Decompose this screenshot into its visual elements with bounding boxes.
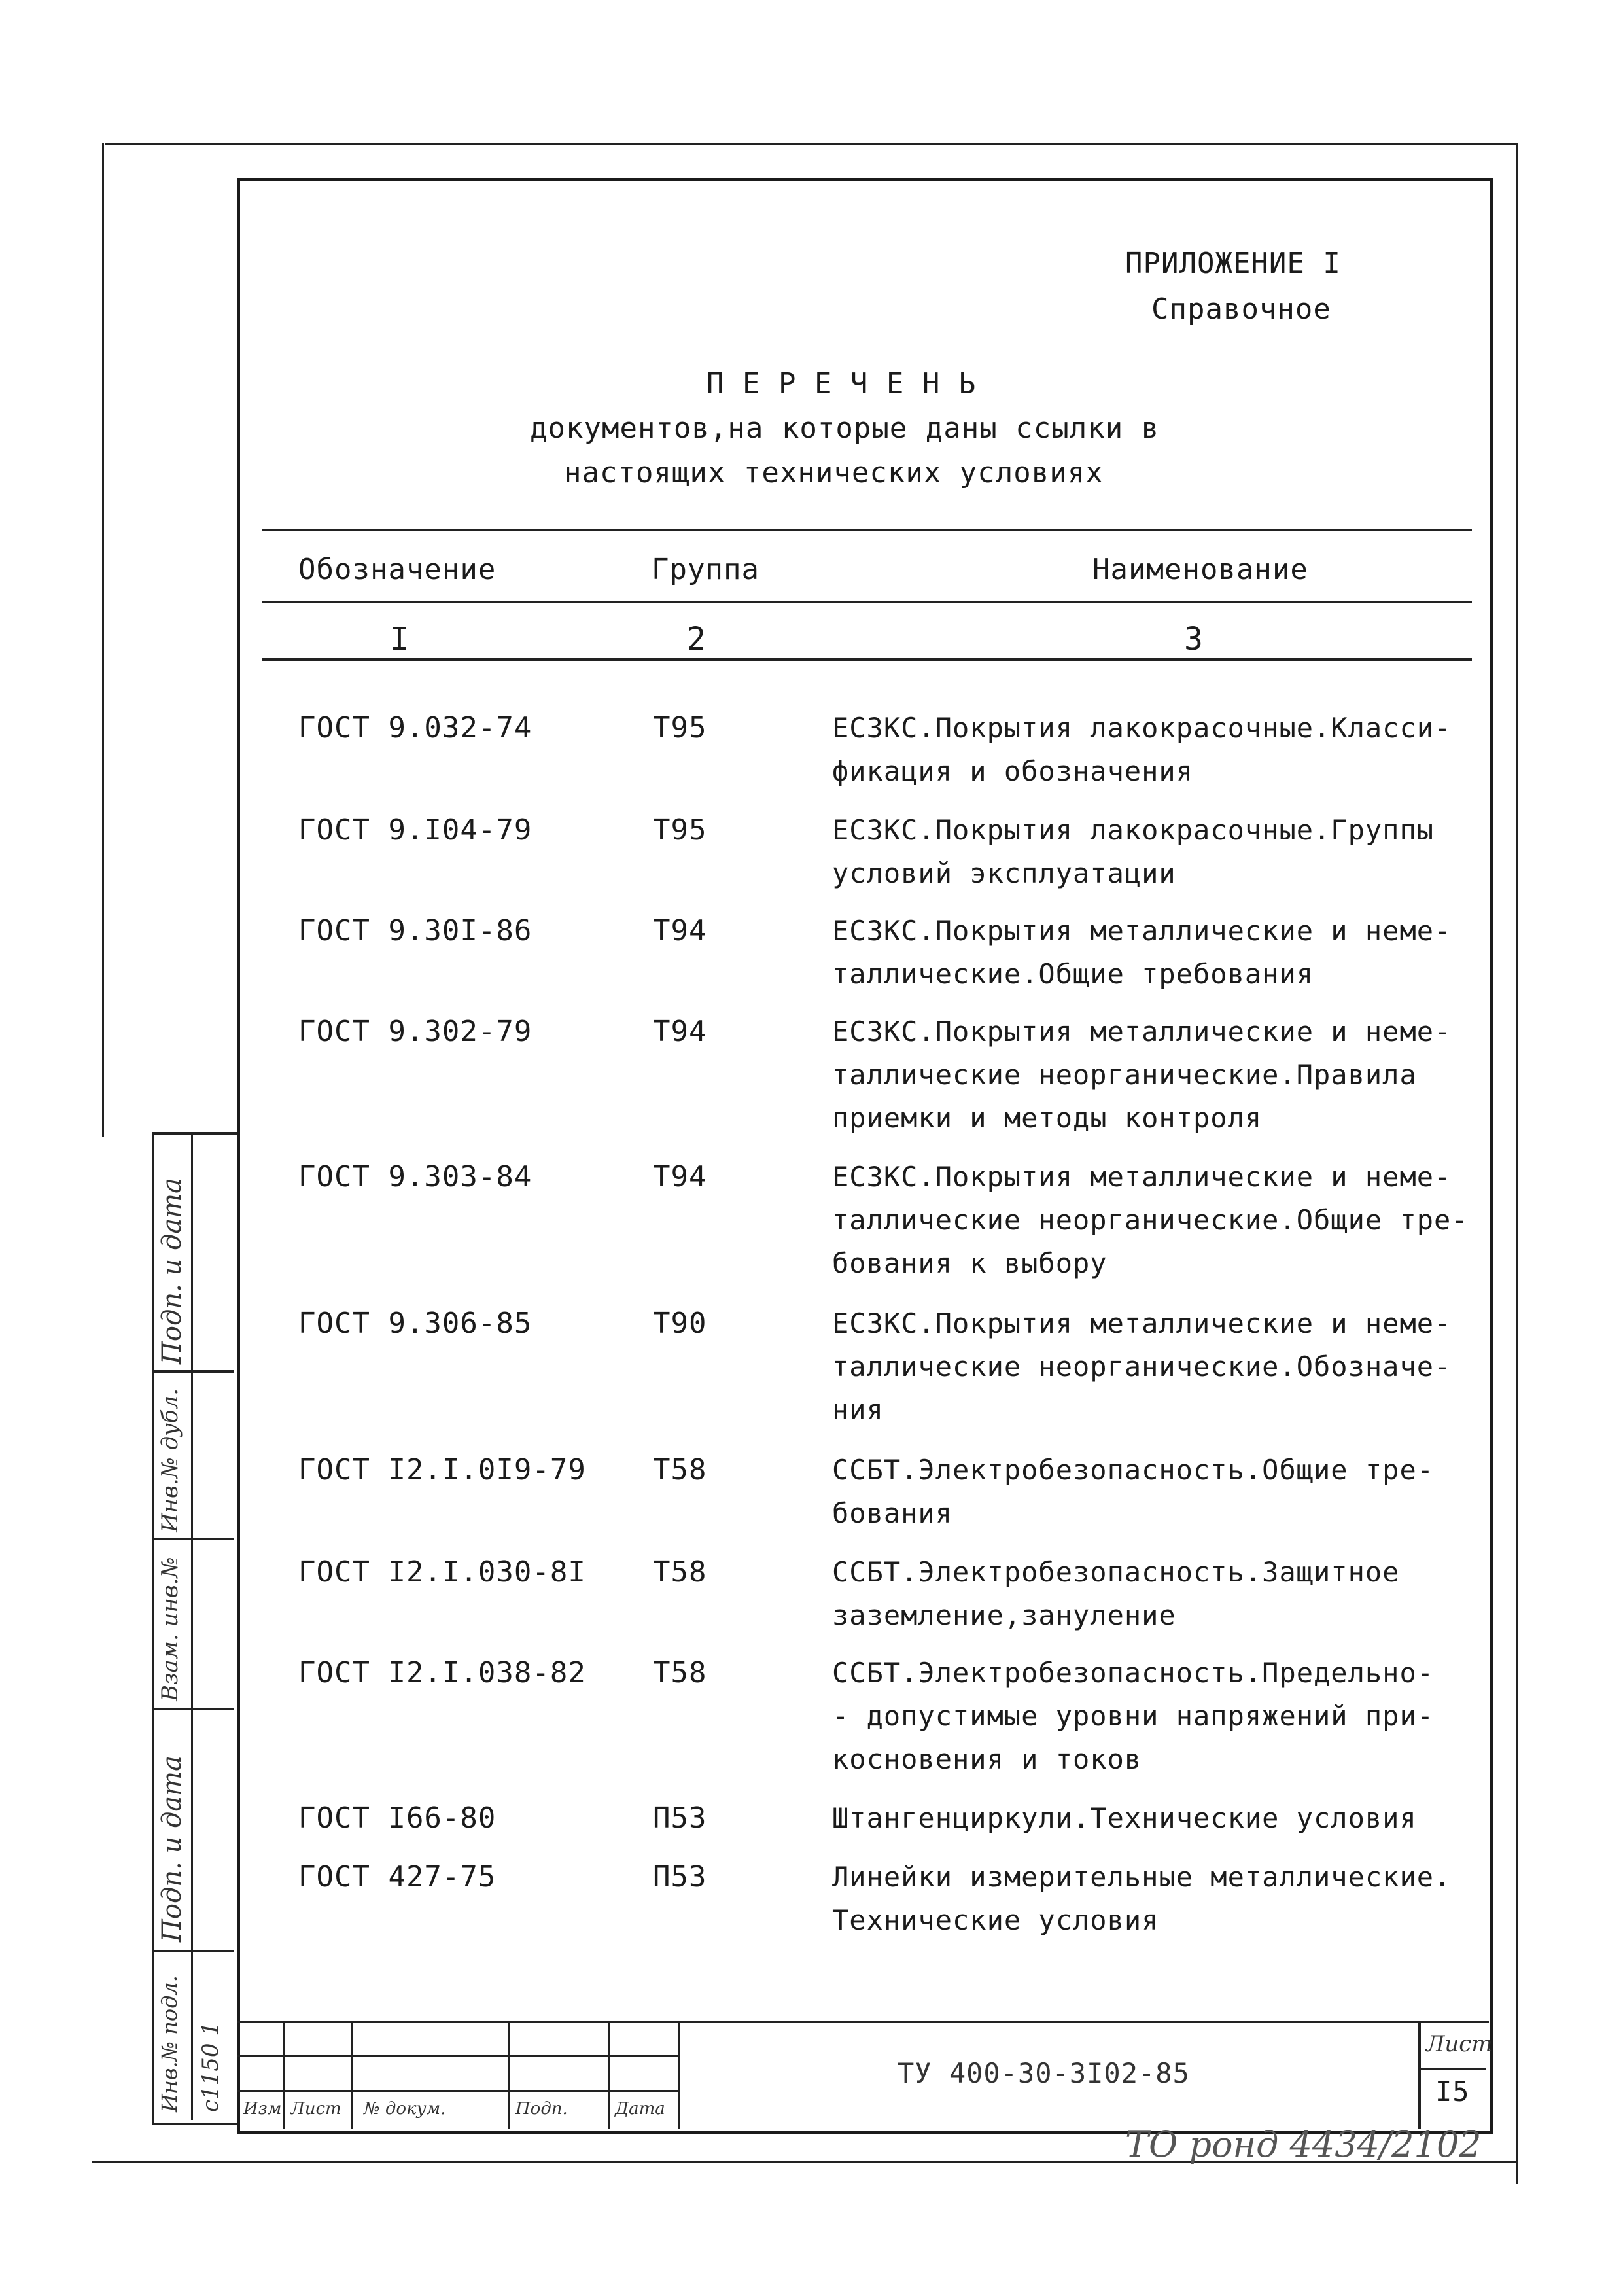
row-group: Т90 <box>653 1307 707 1340</box>
title-block-col-3 <box>508 2021 510 2129</box>
row-name-line: косновения и токов <box>832 1743 1142 1775</box>
row-code: ГОСТ 427-75 <box>298 1860 497 1894</box>
row-name-line: ССБТ.Электробезопасность.Общие тре- <box>832 1454 1435 1486</box>
handwritten-note: ТО ронд 4434/2102 <box>1125 2124 1482 2165</box>
sheet-number: I5 <box>1435 2075 1470 2108</box>
tb-label-date: Дата <box>615 2099 665 2119</box>
row-name-line: бования к выбору <box>832 1247 1108 1279</box>
row-group: Т94 <box>653 914 707 947</box>
title-line-2: настоящих технических условиях <box>564 456 1104 489</box>
row-name-line: таллические неорганические.Правила <box>832 1059 1417 1091</box>
table-top-rule <box>262 529 1472 531</box>
row-name-line: Штангенциркули.Технические условия <box>832 1802 1417 1834</box>
row-name-line: таллические неорганические.Обозначе- <box>832 1351 1452 1383</box>
tb-label-change: Изм <box>243 2099 282 2119</box>
outer-right-line <box>1516 143 1518 2184</box>
stamp-label-sign-date-1: Подп. и дата <box>157 1178 187 1364</box>
appendix-type: Справочное <box>1151 292 1331 326</box>
row-name-line: приемки и методы контроля <box>832 1102 1263 1134</box>
side-stamp-sep-3 <box>152 1708 234 1710</box>
row-code: ГОСТ 9.302-79 <box>298 1015 532 1048</box>
column-header-name: Наименование <box>1092 553 1308 586</box>
row-name-line: ЕСЗКС.Покрытия лакокрасочные.Класси- <box>832 712 1452 744</box>
row-group: П53 <box>653 1801 707 1835</box>
tb-label-doc-number: № докум. <box>364 2099 446 2119</box>
row-code: ГОСТ I66-80 <box>298 1801 497 1835</box>
row-name-line: ЕСЗКС.Покрытия металлические и неме- <box>832 915 1452 947</box>
column-header-code: Обозначение <box>298 553 497 586</box>
row-name-line: ЕСЗКС.Покрытия металлические и неме- <box>832 1016 1452 1048</box>
row-group: П53 <box>653 1860 707 1894</box>
appendix-label: ПРИЛОЖЕНИЕ I <box>1125 247 1341 280</box>
title-block-sheet-col <box>1418 2021 1421 2129</box>
row-name-line: заземление,зануление <box>832 1599 1176 1631</box>
row-name-line: ЕСЗКС.Покрытия металлические и неме- <box>832 1307 1452 1339</box>
row-group: Т94 <box>653 1015 707 1048</box>
row-group: Т58 <box>653 1453 707 1487</box>
row-name-line: таллические неорганические.Общие тре- <box>832 1204 1469 1236</box>
sheet-label: Лист <box>1426 2031 1493 2057</box>
row-group: Т58 <box>653 1656 707 1689</box>
row-code: ГОСТ 9.30I-86 <box>298 914 532 947</box>
outer-left-line <box>102 143 104 1137</box>
stamp-label-orig-inv: Инв.№ подл. <box>157 1975 182 2112</box>
row-name-line: таллические.Общие требования <box>832 958 1314 990</box>
row-name-line: - допустимые уровни напряжений при- <box>832 1700 1435 1732</box>
title-block-col-5 <box>678 2021 680 2129</box>
side-stamp-sep-2 <box>152 1538 234 1540</box>
row-name-line: условий эксплуатации <box>832 857 1176 889</box>
column-number-2: 2 <box>687 621 707 658</box>
stamp-inv-number: с1150 1 <box>198 2021 224 2112</box>
row-group: Т95 <box>653 813 707 847</box>
side-stamp-sep-4 <box>152 1950 234 1952</box>
tb-label-sheet: Лист <box>290 2099 341 2119</box>
row-name-line: ния <box>832 1394 884 1426</box>
table-numbers-rule <box>262 658 1472 661</box>
title-block-row-2 <box>237 2090 679 2092</box>
row-code: ГОСТ I2.I.038-82 <box>298 1656 586 1689</box>
title-block-col-1 <box>283 2021 285 2129</box>
column-header-group: Группа <box>652 553 759 586</box>
row-code: ГОСТ I2.I.030-8I <box>298 1555 586 1589</box>
column-number-1: I <box>390 621 410 658</box>
title-line-1: документов,на которые даны ссылки в <box>530 412 1160 445</box>
side-stamp-divider <box>191 1132 193 2120</box>
row-name-line: фикация и обозначения <box>832 755 1194 787</box>
stamp-label-sign-date-2: Подп. и дата <box>157 1756 187 1942</box>
title-block-row-1 <box>237 2055 679 2057</box>
row-code: ГОСТ 9.306-85 <box>298 1307 532 1340</box>
stamp-label-dup-inv: Инв.№ дубл. <box>157 1388 183 1532</box>
table-header-rule <box>262 601 1472 603</box>
title-block-col-2 <box>351 2021 353 2129</box>
row-name-line: ССБТ.Электробезопасность.Защитное <box>832 1556 1400 1588</box>
column-number-3: 3 <box>1184 621 1204 658</box>
stamp-label-replace-inv: Взам. инв.№ <box>157 1557 183 1701</box>
row-name-line: Технические условия <box>832 1904 1159 1936</box>
row-code: ГОСТ 9.303-84 <box>298 1160 532 1193</box>
row-name-line: Линейки измерительные металлические. <box>832 1861 1452 1893</box>
title-block-col-4 <box>608 2021 610 2129</box>
row-name-line: ССБТ.Электробезопасность.Предельно- <box>832 1657 1435 1689</box>
row-group: Т58 <box>653 1555 707 1589</box>
row-code: ГОСТ 9.032-74 <box>298 711 532 745</box>
outer-top-line <box>105 143 1516 145</box>
row-code: ГОСТ 9.I04-79 <box>298 813 532 847</box>
document-title: П Е Р Е Ч Е Н Ь <box>707 367 977 400</box>
tb-label-signature: Подп. <box>515 2099 568 2119</box>
row-name-line: ЕСЗКС.Покрытия лакокрасочные.Группы <box>832 814 1435 846</box>
row-name-line: бования <box>832 1497 953 1529</box>
row-group: Т95 <box>653 711 707 745</box>
title-block-top <box>237 2021 1489 2023</box>
document-code: ТУ 400-30-3I02-85 <box>898 2057 1190 2089</box>
row-name-line: ЕСЗКС.Покрытия металлические и неме- <box>832 1161 1452 1193</box>
side-stamp-sep-1 <box>152 1370 234 1373</box>
row-group: Т94 <box>653 1160 707 1193</box>
title-block-sheet-sep <box>1418 2068 1486 2070</box>
row-code: ГОСТ I2.I.0I9-79 <box>298 1453 586 1487</box>
